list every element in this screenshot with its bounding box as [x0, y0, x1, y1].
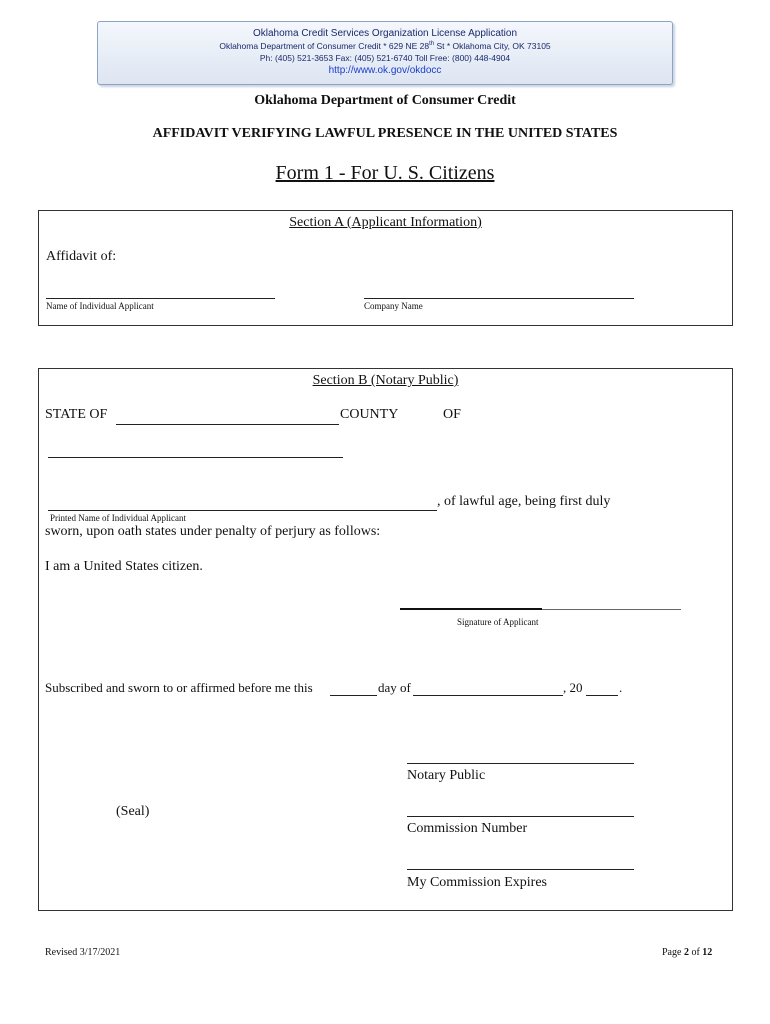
county-of-label: OF	[443, 407, 461, 422]
form-title: Form 1 - For U. S. Citizens	[275, 162, 495, 184]
section-b-box	[38, 368, 733, 911]
commission-number-label: Commission Number	[407, 821, 528, 836]
letterhead-banner	[97, 21, 673, 85]
page-word: Page	[662, 947, 684, 958]
period: .	[619, 680, 623, 695]
page-total: 12	[702, 947, 713, 958]
signature-label: Signature of Applicant	[457, 617, 539, 627]
applicant-name-label: Name of Individual Applicant	[46, 301, 154, 311]
applicant-name-field[interactable]	[46, 298, 275, 299]
letterhead-url-link[interactable]: http://www.ok.gov/okdocc	[328, 65, 442, 76]
year-prefix: , 20	[563, 680, 583, 695]
page-number	[662, 947, 712, 958]
county-label: COUNTY	[340, 407, 399, 422]
section-a-box	[38, 210, 733, 326]
state-of-label: STATE OF	[45, 407, 108, 422]
section-a-heading: Section A (Applicant Information)	[289, 215, 482, 230]
page-of: of	[688, 947, 703, 958]
notary-signature-field[interactable]	[407, 763, 634, 764]
page-current: 2	[683, 947, 689, 958]
address-pre: Oklahoma Department of Consumer Credit * 629 NE 28	[219, 41, 430, 51]
month-field[interactable]	[413, 695, 563, 696]
day-field[interactable]	[330, 695, 377, 696]
commission-number-field[interactable]	[407, 816, 634, 817]
company-name-label: Company Name	[364, 301, 423, 311]
address-sup: th	[429, 41, 435, 48]
company-name-field[interactable]	[364, 298, 634, 299]
section-b-heading: Section B (Notary Public)	[312, 373, 459, 388]
notary-public-label: Notary Public	[407, 768, 486, 783]
letterhead-title: Oklahoma Credit Services Organization License Application	[252, 28, 518, 39]
sworn-text: sworn, upon oath states under penalty of perjury as follows:	[45, 524, 381, 539]
revised-date: Revised 3/17/2021	[45, 947, 121, 958]
department-title: Oklahoma Department of Consumer Credit	[254, 93, 516, 108]
address-post: St * Oklahoma City, OK 73105	[434, 41, 551, 51]
seal-label: (Seal)	[116, 804, 150, 819]
printed-name-field[interactable]	[48, 510, 437, 511]
year-field[interactable]	[586, 695, 618, 696]
day-of-label: day of	[378, 680, 411, 695]
lawful-age-text: , of lawful age, being first duly	[437, 494, 611, 509]
commission-expires-label: My Commission Expires	[407, 875, 548, 890]
commission-expires-field[interactable]	[407, 869, 634, 870]
signature-field-bold	[400, 608, 542, 610]
subscribed-text: Subscribed and sworn to or affirmed before me this	[45, 680, 313, 695]
county-field[interactable]	[48, 457, 343, 458]
state-field[interactable]	[116, 424, 339, 425]
affidavit-of-label: Affidavit of:	[46, 249, 117, 264]
letterhead-address	[98, 41, 672, 51]
printed-name-label: Printed Name of Individual Applicant	[50, 513, 186, 523]
affidavit-title: AFFIDAVIT VERIFYING LAWFUL PRESENCE IN THE UNITED STATES	[152, 126, 618, 141]
letterhead-phones: Ph: (405) 521-3653 Fax: (405) 521-6740 Toll Free: (800) 448-4904	[259, 53, 511, 63]
citizen-statement: I am a United States citizen.	[45, 559, 203, 574]
